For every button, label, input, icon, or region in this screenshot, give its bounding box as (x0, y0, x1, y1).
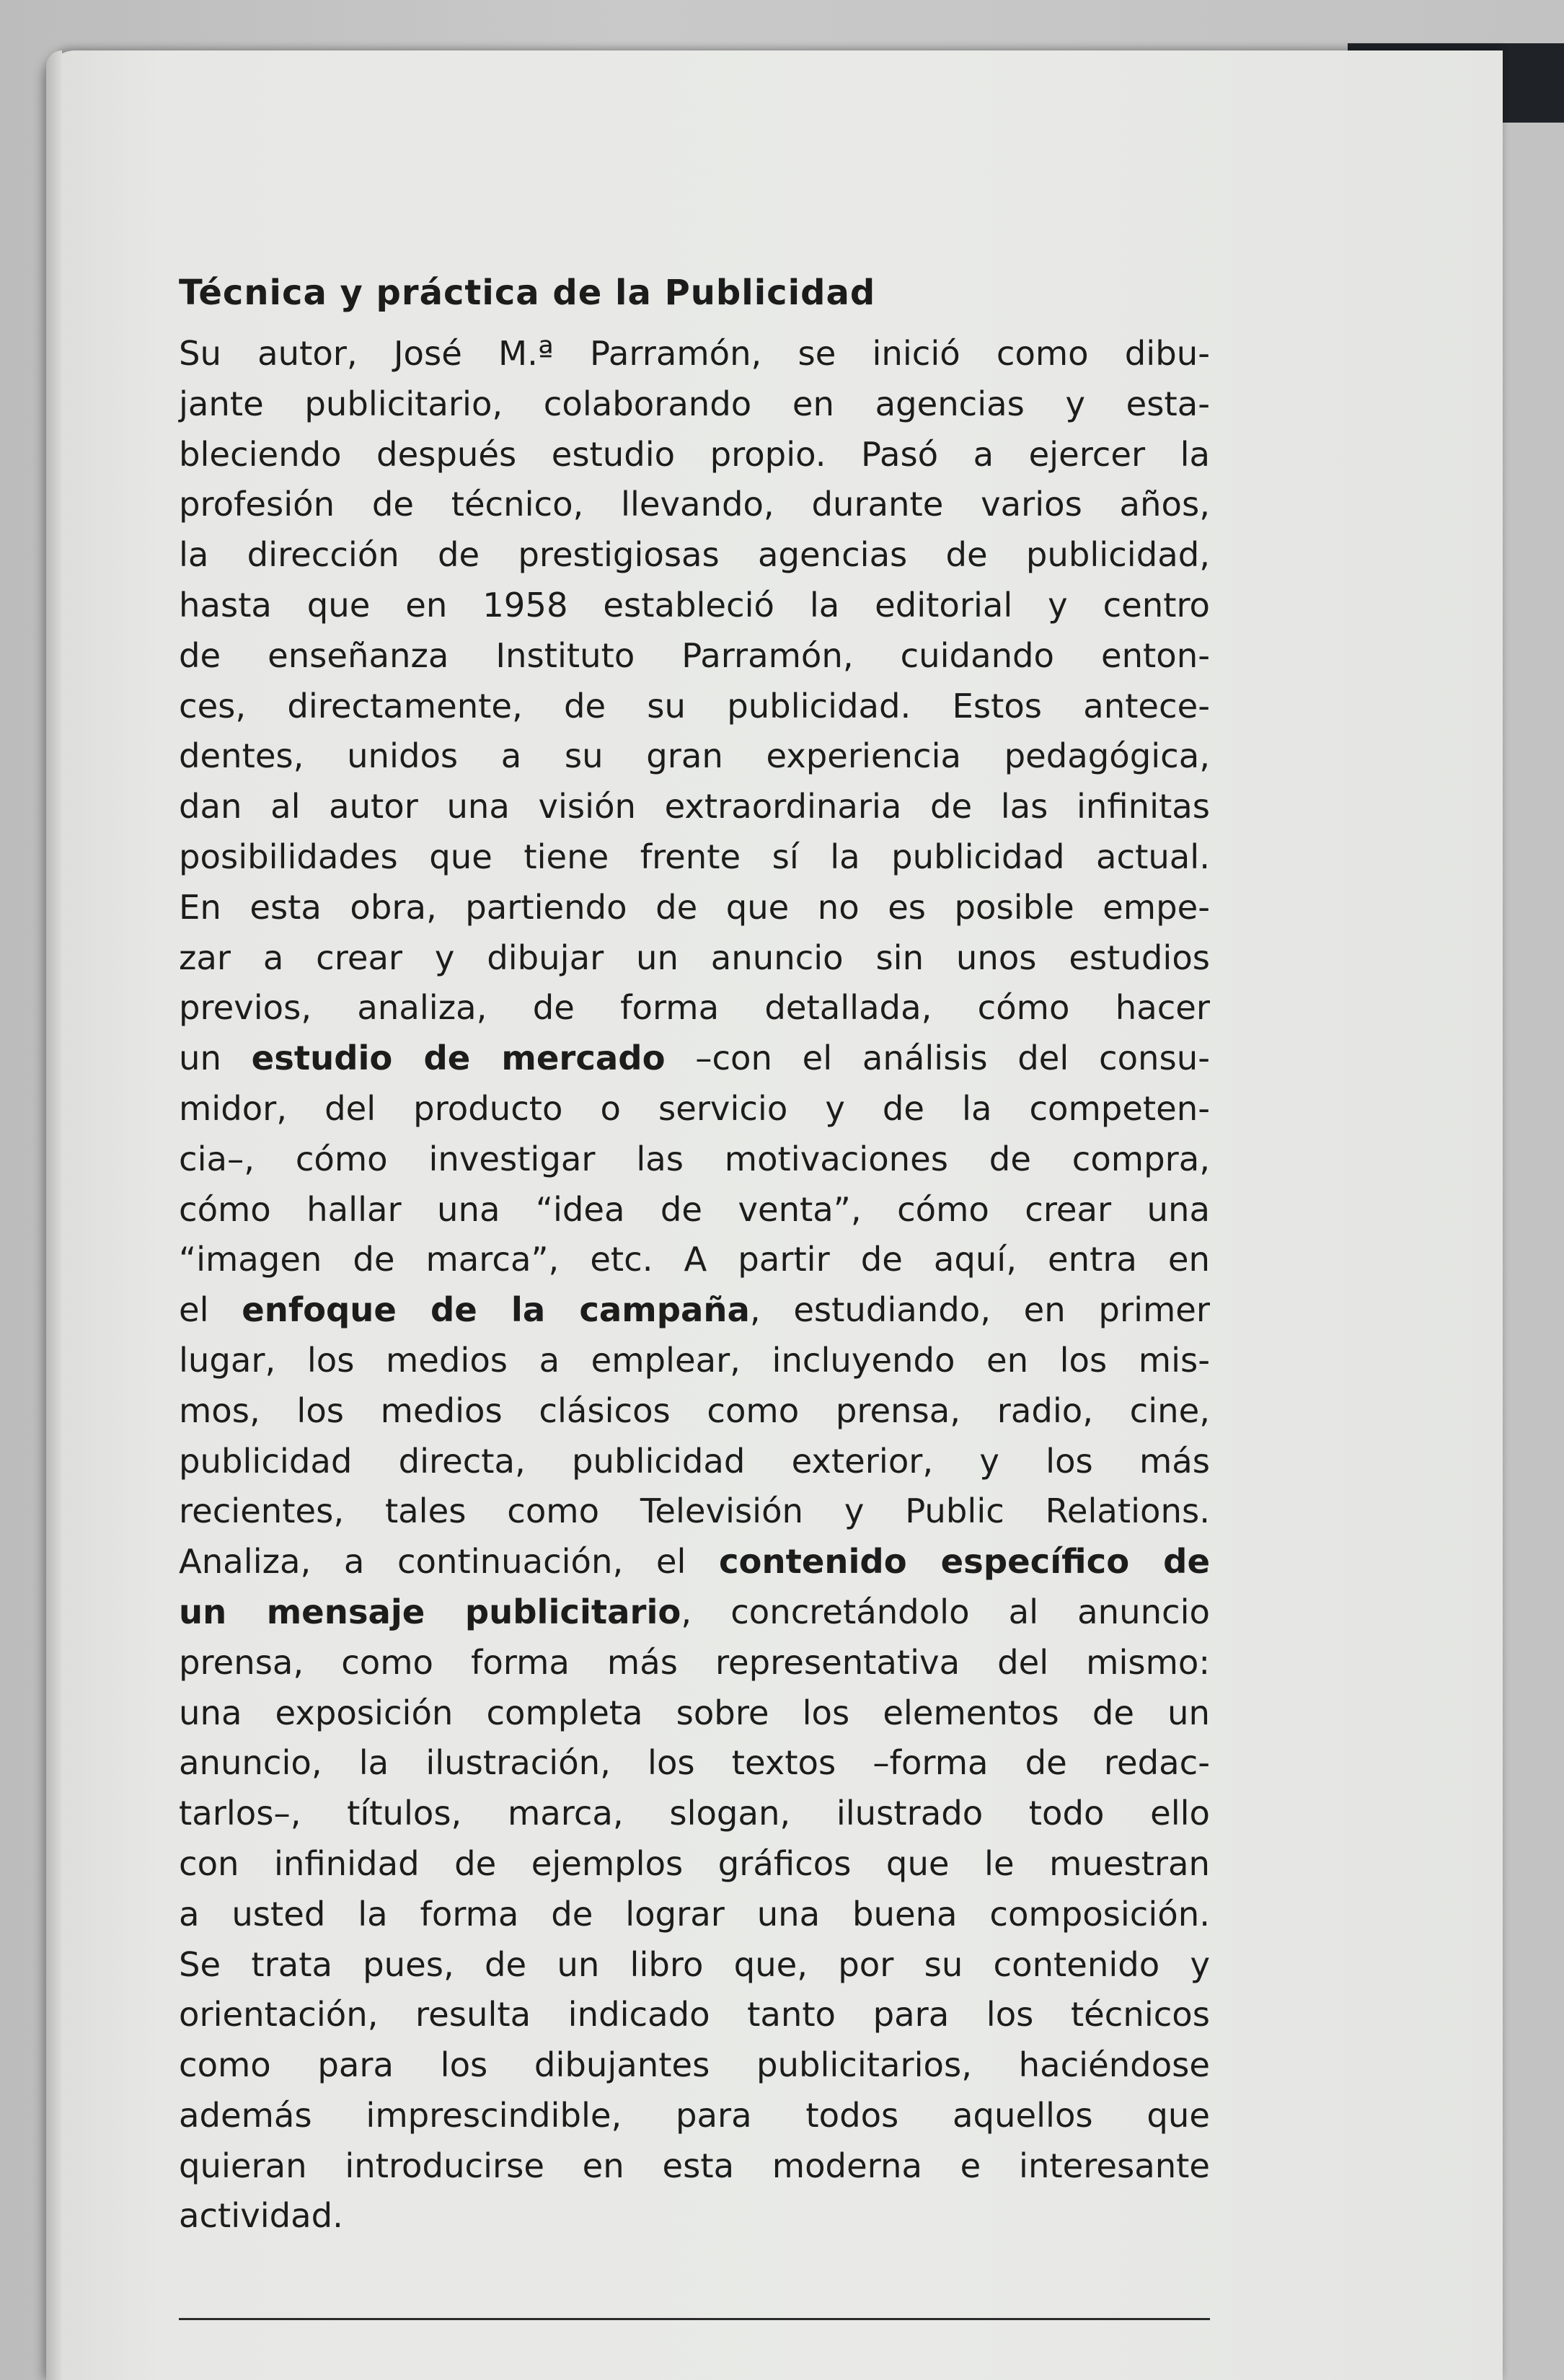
text-line (179, 1789, 1210, 1839)
text-segment: jante publicitario, colaborando en agencias y esta- (179, 384, 1210, 423)
text-line (179, 1386, 1210, 1437)
text-line (179, 2141, 1210, 2192)
page-edge (46, 50, 62, 2380)
text-line (179, 1890, 1210, 1940)
text-segment: tarlos–, títulos, marca, slogan, ilustrado todo ello (179, 1794, 1210, 1833)
text-line (179, 1336, 1210, 1386)
text-segment: profesión de técnico, llevando, durante varios años, (179, 485, 1210, 524)
text-segment: cia–, cómo investigar las motivaciones de compra, (179, 1139, 1210, 1178)
description-paragraph (179, 329, 1210, 2242)
text-segment: anuncio, la ilustración, los textos –forma de redac- (179, 1743, 1210, 1783)
text-line (179, 933, 1210, 984)
text-segment: Se trata pues, de un libro que, por su contenido y (179, 1944, 1210, 1984)
text-segment: a usted la forma de lograr una buena composición. (179, 1894, 1210, 1934)
text-line (179, 1084, 1210, 1134)
text-segment: una exposición completa sobre los elementos de un (179, 1693, 1210, 1732)
text-segment: hasta que en 1958 estableció la editorial y centro (179, 585, 1210, 625)
text-segment: publicidad directa, publicidad exterior, y los más (179, 1441, 1210, 1481)
text-segment: dentes, unidos a su gran experiencia pedagógica, (179, 736, 1210, 776)
text-line (179, 530, 1210, 581)
text-segment: la dirección de prestigiosas agencias de publicidad, (179, 535, 1210, 575)
text-segment: de enseñanza Instituto Parramón, cuidando enton- (179, 635, 1210, 675)
text-segment: bleciendo después estudio propio. Pasó a ejercer la (179, 434, 1210, 474)
text-line (179, 631, 1210, 682)
text-segment: Analiza, a continuación, el (179, 1542, 719, 1582)
text-line (179, 1537, 1210, 1587)
text-segment: prensa, como forma más representativa del mismo: (179, 1642, 1210, 1682)
text-line (179, 430, 1210, 480)
text-line (179, 379, 1210, 430)
bold-phrase: enfoque de la campaña (242, 1290, 750, 1330)
text-line (179, 1437, 1210, 1487)
text-segment: Su autor, José M.ª Parramón, se inició como dibu- (179, 334, 1210, 373)
bold-phrase: estudio de mercado (251, 1039, 666, 1078)
text-line (179, 480, 1210, 530)
text-line (179, 1285, 1210, 1336)
text-segment: mos, los medios clásicos como prensa, radio, cine, (179, 1390, 1210, 1430)
text-segment: –con el análisis del consu- (665, 1039, 1210, 1078)
text-line (179, 1185, 1210, 1235)
text-segment: dan al autor una visión extraordinaria de las infinitas (179, 787, 1210, 827)
flap-text-block (179, 273, 1210, 2242)
text-segment: actividad. (179, 2196, 343, 2236)
text-line (179, 1638, 1210, 1688)
text-segment: posibilidades que tiene frente sí la publicidad actual. (179, 837, 1210, 876)
text-line (179, 682, 1210, 732)
text-segment: con infinidad de ejemplos gráficos que le muestran (179, 1843, 1210, 1883)
text-line (179, 1235, 1210, 1285)
text-line (179, 832, 1210, 883)
text-line (179, 329, 1210, 379)
text-segment: , concretándolo al anuncio (681, 1592, 1210, 1631)
text-line (179, 2191, 1210, 2242)
text-segment: midor, del producto o servicio y de la competen- (179, 1088, 1210, 1128)
text-segment: “imagen de marca”, etc. A partir de aquí, entra en (179, 1240, 1210, 1279)
text-line (179, 2091, 1210, 2141)
text-line (179, 1688, 1210, 1739)
text-line (179, 1990, 1210, 2040)
text-segment: orientación, resulta indicado tanto para los técnicos (179, 1995, 1210, 2035)
text-segment: lugar, los medios a emplear, incluyendo en los mis- (179, 1340, 1210, 1380)
text-segment: , estudiando, en primer (749, 1290, 1211, 1330)
text-line (179, 1839, 1210, 1890)
text-segment: recientes, tales como Televisión y Public Relations. (179, 1491, 1210, 1531)
text-line (179, 1486, 1210, 1537)
text-line (179, 1587, 1210, 1638)
text-segment: En esta obra, partiendo de que no es posible empe- (179, 887, 1210, 927)
text-line (179, 1033, 1210, 1084)
text-line (179, 731, 1210, 782)
text-line (179, 883, 1210, 933)
text-line (179, 581, 1210, 631)
text-segment: previos, analiza, de forma detallada, cómo hacer (179, 988, 1210, 1028)
text-line (179, 1134, 1210, 1185)
bottom-rule (179, 2318, 1210, 2320)
text-segment: como para los dibujantes publicitarios, haciéndose (179, 2045, 1210, 2085)
text-segment: cómo hallar una “idea de venta”, cómo crear una (179, 1189, 1210, 1229)
text-segment: un (179, 1039, 252, 1078)
text-line (179, 1940, 1210, 1991)
text-segment: quieran introducirse en esta moderna e interesante (179, 2146, 1210, 2185)
text-line (179, 782, 1210, 832)
bold-phrase: un mensaje publicitario (179, 1592, 681, 1631)
text-line (179, 1738, 1210, 1789)
text-segment: ces, directamente, de su publicidad. Estos antece- (179, 686, 1210, 726)
book-title: Técnica y práctica de la Publicidad (179, 273, 876, 313)
text-segment: el (179, 1290, 242, 1330)
bold-phrase: contenido específico de (718, 1542, 1210, 1582)
text-segment: zar a crear y dibujar un anuncio sin unos estudios (179, 938, 1210, 977)
text-line (179, 983, 1210, 1033)
text-line (179, 2040, 1210, 2091)
text-segment: además imprescindible, para todos aquellos que (179, 2095, 1210, 2135)
